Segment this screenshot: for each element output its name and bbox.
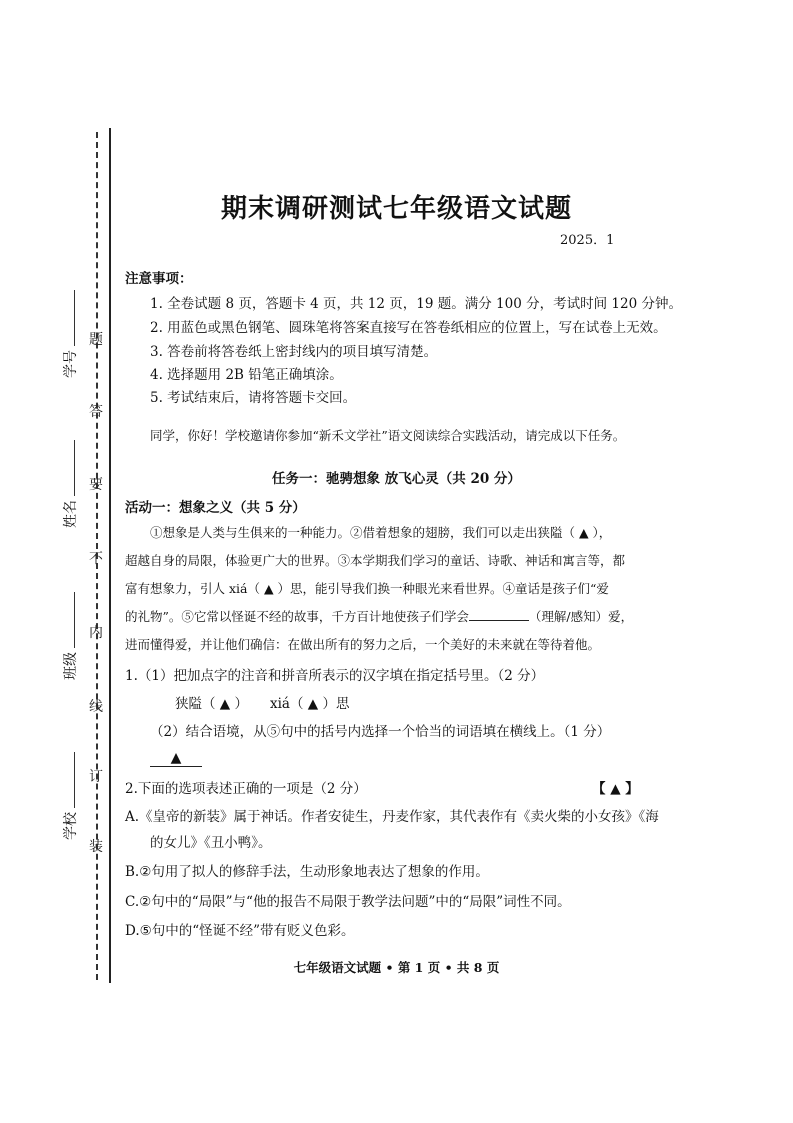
exam-date: 2025．1 [560,233,615,248]
q2-stem: 2.下面的选项表述正确的一项是（2 分） [125,781,367,797]
q1-blank-1: 狭隘（ ▲ ） [175,696,248,712]
student-id-label: 学号 [63,350,79,378]
class-field[interactable] [60,592,80,680]
seal-char: 题 [89,332,103,348]
seal-char: 装 [89,839,103,855]
passage-text: 的礼物”。⑤它常以怪诞不经的故事，千方百计地使孩子们学会 [125,609,469,624]
student-id-field[interactable] [60,290,80,378]
q1-stem-2: （2）结合语境，从⑤句中的括号内选择一个恰当的词语填在横线上。（1 分） [150,724,611,740]
notice-item: 4. 选择题用 2B 铅笔正确填涂。 [150,367,343,383]
intro-text: 同学，你好！学校邀请你参加“新禾文学社”语文阅读综合实践活动，请完成以下任务。 [150,428,626,443]
passage-text: （理解/感知）爱， [528,609,634,624]
seal-char: 内 [89,625,103,641]
q2-option: A.《皇帝的新装》属于神话。作者安徒生，丹麦作家，其代表作有《卖火柴的小女孩》《海 [125,809,659,825]
q2-answer-box[interactable]: 【 ▲ 】 [592,781,639,797]
passage-line: 进而懂得爱，并让他们确信：在做出所有的努力之后，一个美好的未来就在等待着他。 [125,637,601,652]
passage-line: ①想象是人类与生俱来的一种能力。②借着想象的翅膀，我们可以走出狭隘（ ▲ ）， [150,525,612,540]
page-footer: 七年级语文试题 • 第 1 页 • 共 8 页 [293,960,500,975]
task1-heading: 任务一：驰骋想象 放飞心灵（共 20 分） [272,471,521,487]
q1-blank-2: xiá（ ▲ ）思 [270,696,350,712]
seal-solid-line [109,128,111,983]
school-label: 学校 [63,812,79,840]
seal-char: 不 [89,551,103,567]
class-label: 班级 [63,652,79,680]
q2-option: B.②句用了拟人的修辞手法，生动形象地表达了想象的作用。 [125,864,489,880]
passage-line: 超越自身的局限，体验更广大的世界。③本学期我们学习的童话、诗歌、神话和寓言等，都 [125,553,626,568]
notice-item: 2. 用蓝色或黑色钢笔、圆珠笔将答案直接写在答卷纸相应的位置上，写在试卷上无效。 [150,320,667,336]
fill-blank[interactable] [469,608,529,621]
seal-char: 答 [89,404,103,420]
notice-heading: 注意事项： [125,271,193,287]
student-id-blank[interactable] [62,290,75,346]
q1-stem: 1.（1）把加点字的注音和拼音所表示的汉字填在指定括号里。（2 分） [125,668,545,684]
school-field[interactable] [60,752,80,840]
class-blank[interactable] [62,592,75,648]
passage-line-with-blank [125,607,633,625]
passage-line: 富有想象力，引人 xiá（ ▲ ）思，能引导我们换一种眼光来看世界。④童话是孩子们“爱 [125,581,609,596]
page-title: 期末调研测试七年级语文试题 [220,194,572,224]
school-blank[interactable] [62,752,75,808]
seal-char: 订 [89,769,103,785]
q2-option: D.⑤句中的“怪诞不经”带有贬义色彩。 [125,923,355,939]
q2-option-cont: 的女儿》《丑小鸭》。 [150,835,272,851]
seal-char: 线 [89,699,103,715]
notice-item: 5. 考试结束后，请将答题卡交回。 [150,390,357,406]
name-label: 姓名 [63,500,79,528]
activity1-heading: 活动一：想象之义（共 5 分） [125,500,306,516]
seal-char: 要 [89,477,103,493]
notice-item: 3. 答卷前将答卷纸上密封线内的项目填写清楚。 [150,344,438,360]
q2-option: C.②句中的“局限”与“他的报告不局限于教学法问题”中的“局限”词性不同。 [125,894,571,910]
q1-answer-line[interactable]: ▲ [150,750,202,767]
notice-item: 1. 全卷试题 8 页，答题卡 4 页，共 12 页，19 题。满分 100 分，考试时间 120 分钟。 [150,296,682,312]
